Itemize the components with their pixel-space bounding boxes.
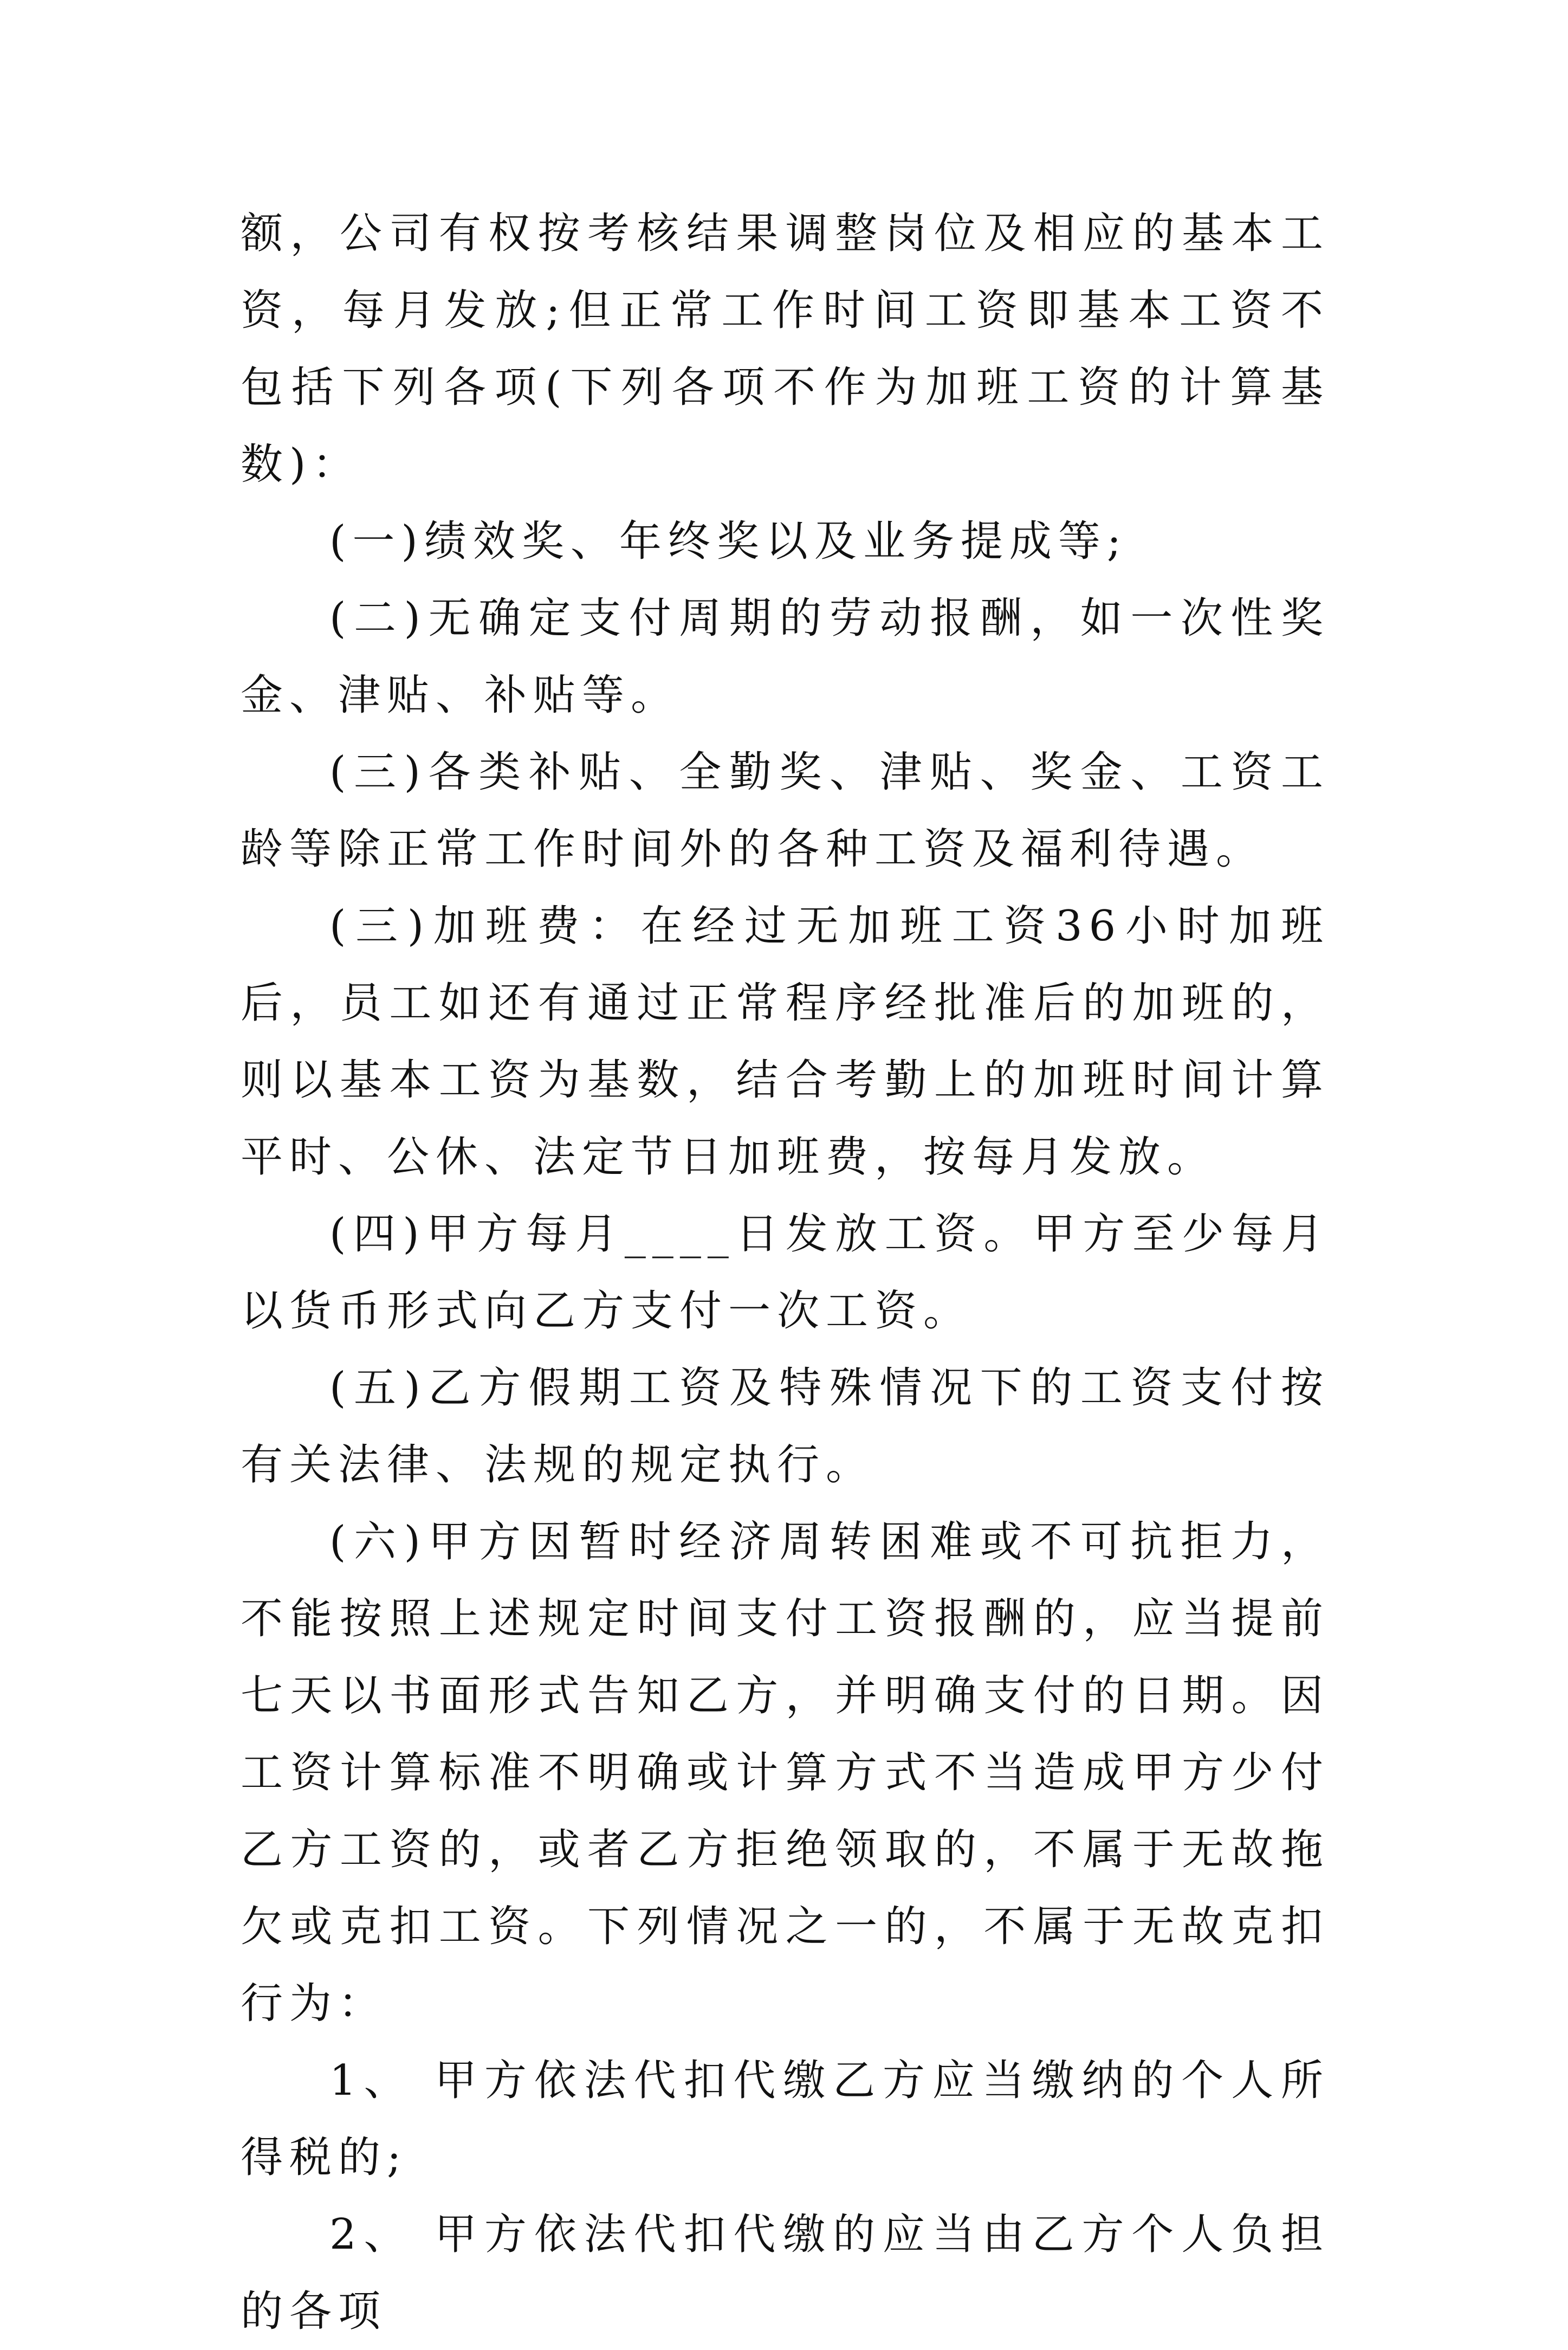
paragraph-payday: (四)甲方每月____日发放工资。甲方至少每月以货币形式向乙方支付一次工资。 [241,1210,1330,1335]
paragraph-overtime: (三)加班费：在经过无加班工资36小时加班后，员工如还有通过正常程序经批准后的加班的，则以基本工资为基数，结合考勤上的加班时间计算平时、公休、法定节日加班费，按每月发放。 [241,902,1330,1182]
paragraph-item-2: (二)无确定支付周期的劳动报酬，如一次性奖金、津贴、补贴等。 [241,594,1330,720]
paragraph-holiday-pay: (五)乙方假期工资及特殊情况下的工资支付按有关法律、法规的规定执行。 [241,1364,1330,1489]
paragraph-payment-delay: (六)甲方因暂时经济周转困难或不可抗拒力，不能按照上述规定时间支付工资报酬的，应当提前七天以书面形式告知乙方，并明确支付的日期。因工资计算标准不明确或计算方式不当造成甲方少付乙方工资的，或者乙方拒绝领取的，不属于无故拖欠或克扣工资。下列情况之一的，不属于无故克扣行为： [241,1518,1330,2028]
list-item-1: 1、 甲方依法代扣代缴乙方应当缴纳的个人所得税的; [241,2056,1330,2182]
document-body [241,195,1330,2350]
paragraph-item-1: (一)绩效奖、年终奖以及业务提成等; [329,517,1128,566]
list-item-2: 2、 甲方依法代扣代缴的应当由乙方个人负担的各项 [241,2210,1330,2336]
paragraph-continuation: 额，公司有权按考核结果调整岗位及相应的基本工资，每月发放;但正常工作时间工资即基本工资不包括下列各项(下列各项不作为加班工资的计算基数)： [241,209,1330,489]
paragraph-item-3: (三)各类补贴、全勤奖、津贴、奖金、工资工龄等除正常工作时间外的各种工资及福利待遇。 [241,748,1330,874]
